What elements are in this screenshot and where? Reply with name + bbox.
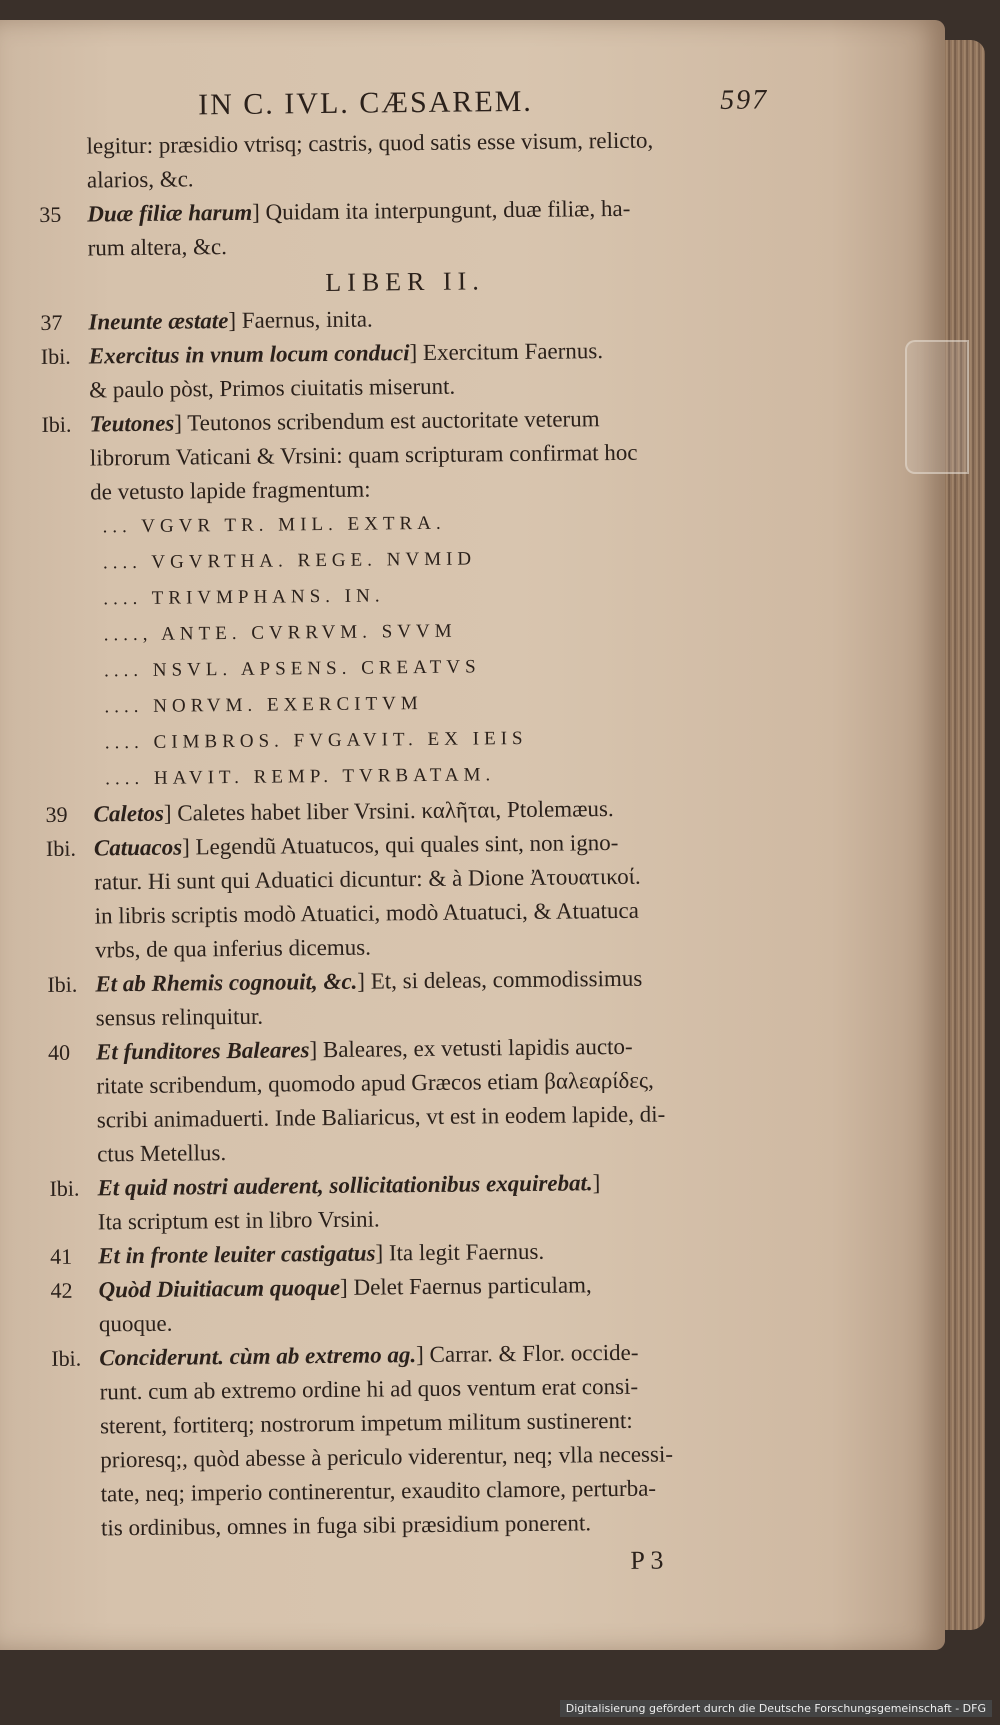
commentary-text: & paulo pòst, Primos ciuitatis miserunt. <box>89 373 456 403</box>
commentary-text: sensus relinquitur. <box>95 1003 264 1031</box>
inscription-line: .... NORVM. EXERCITVM <box>104 693 423 718</box>
chapter-marker: Ibi. <box>47 971 78 997</box>
lemma: Catuacos <box>93 834 183 861</box>
inscription-line: .... VGVRTHA. REGE. NVMID <box>102 548 477 574</box>
lemma: Et quid nostri auderent, sollicitationibus exquirebat. <box>97 1170 593 1201</box>
signature-mark: P 3 <box>630 1545 664 1575</box>
commentary-text: ] Quidam ita interpungunt, duæ filiæ, ha- <box>252 195 631 225</box>
lemma: Duæ filiæ harum <box>87 199 253 227</box>
chapter-marker: Ibi. <box>51 1345 82 1371</box>
lemma: Ineunte æstate <box>88 308 229 335</box>
commentary-text: ] Carrar. & Flor. occide- <box>416 1339 639 1368</box>
commentary-text: ctus Metellus. <box>97 1140 227 1167</box>
running-header <box>198 82 768 122</box>
lemma: Et in fronte leuiter castigatus <box>98 1240 376 1269</box>
chapter-marker: Ibi. <box>49 1175 80 1201</box>
page-number: 597 <box>719 84 769 116</box>
commentary-text: scribi animaduerti. Inde Baliaricus, vt est in eodem lapide, di- <box>96 1101 666 1133</box>
commentary-text: runt. cum ab extremo ordine hi ad quos ventum erat consi- <box>99 1373 639 1405</box>
chapter-marker: Ibi. <box>41 411 72 437</box>
inscription-line: .... TRIVMPHANS. IN. <box>103 585 385 610</box>
chapter-marker: 41 <box>50 1243 73 1269</box>
running-title: IN C. IVL. CÆSAREM. <box>197 84 534 122</box>
lemma: Et funditores Baleares <box>95 1037 310 1065</box>
commentary-text: de vetusto lapide fragmentum: <box>90 476 371 505</box>
page-clip <box>905 340 969 474</box>
page-edges <box>945 40 985 1630</box>
commentary-text: ] Exercitum Faernus. <box>409 338 604 366</box>
commentary-text: ] Et, si deleas, commodissimus <box>357 965 643 994</box>
page-content <box>38 82 784 1582</box>
commentary-text: ] <box>592 1170 601 1196</box>
chapter-marker: Ibi. <box>45 835 77 861</box>
commentary-text: tis ordinibus, omnes in fuga sibi præsidium ponerent. <box>100 1510 592 1541</box>
commentary-text: legitur: præsidio vtrisq; castris, quod satis esse visum, relicto, <box>86 127 654 159</box>
text-line <box>53 1504 783 1546</box>
inscription-line: ...., ANTE. CVRRVM. SVVM <box>103 620 457 646</box>
commentary-text: ] Teutonos scribendum est auctoritate veterum <box>174 406 600 436</box>
lemma: Teutones <box>89 410 175 437</box>
inscription-line: .... HAVIT. REMP. TVRBATAM. <box>105 764 496 790</box>
chapter-marker: 35 <box>39 201 62 227</box>
inscription-line: .... CIMBROS. FVGAVIT. EX IEIS <box>104 727 528 754</box>
inscription-line: .... NSVL. APSENS. CREATVS <box>103 656 481 682</box>
text-body <box>38 122 783 1546</box>
inscription-line: ... VGVR TR. MIL. EXTRA. <box>102 512 446 538</box>
commentary-text: prioresq;, quòd abesse à periculo viderentur, neq; vlla necessi- <box>100 1441 674 1473</box>
chapter-marker: 39 <box>45 801 68 827</box>
chapter-marker: 42 <box>50 1277 73 1303</box>
commentary-text: in libris scriptis modò Atuatici, modò Atuatuci, & Atuatuca <box>94 897 640 929</box>
chapter-marker: 40 <box>47 1039 71 1065</box>
lemma: Exercitus in vnum locum conduci <box>88 340 410 369</box>
commentary-text: ratur. Hi sunt qui Aduatici dicuntur: & à Dione Ἀτουατικοί. <box>94 863 641 895</box>
commentary-text: ] Faernus, inita. <box>228 306 373 334</box>
section-heading: LIBER II. <box>325 266 485 298</box>
commentary-text: sterent, fortiterq; nostrorum impetum militum sustinerent: <box>99 1407 633 1439</box>
commentary-text: Ita scriptum est in libro Vrsini. <box>97 1206 380 1235</box>
chapter-marker: Ibi. <box>40 343 71 369</box>
commentary-text: ] Baleares, ex vetusti lapidis aucto- <box>309 1033 633 1063</box>
commentary-text: ] Delet Faernus particulam, <box>339 1272 592 1300</box>
commentary-text: librorum Vaticani & Vrsini: quam scripturam confirmat hoc <box>89 439 638 471</box>
commentary-text: ritate scribendum, quomodo apud Græcos etiam βαλεαρίδες, <box>96 1067 654 1099</box>
commentary-text: quoque. <box>98 1310 173 1337</box>
commentary-text: ] Ita legit Faernus. <box>375 1238 545 1266</box>
commentary-text: alarios, &c. <box>86 166 194 193</box>
chapter-marker: 37 <box>40 309 63 335</box>
commentary-text: tate, neq; imperio continerentur, exaudito clamore, perturba- <box>100 1475 657 1507</box>
commentary-text: ] Caletes habet liber Vrsini. καλῆται, Ptolemæus. <box>163 796 614 826</box>
lemma: Quòd Diuitiacum quoque <box>98 1274 341 1303</box>
commentary-text: ] Legendũ Atuatucos, qui quales sint, non igno- <box>181 829 619 860</box>
commentary-text: vrbs, de qua inferius dicemus. <box>94 934 372 963</box>
commentary-text: rum altera, &c. <box>87 234 227 261</box>
digitization-credit: Digitalisierung gefördert durch die Deutsche Forschungsgemeinschaft - DFG <box>560 1700 992 1717</box>
lemma: Caletos <box>93 800 164 827</box>
lemma: Conciderunt. cùm ab extremo ag. <box>99 1342 417 1371</box>
lemma: Et ab Rhemis cognouit, &c. <box>95 968 358 997</box>
